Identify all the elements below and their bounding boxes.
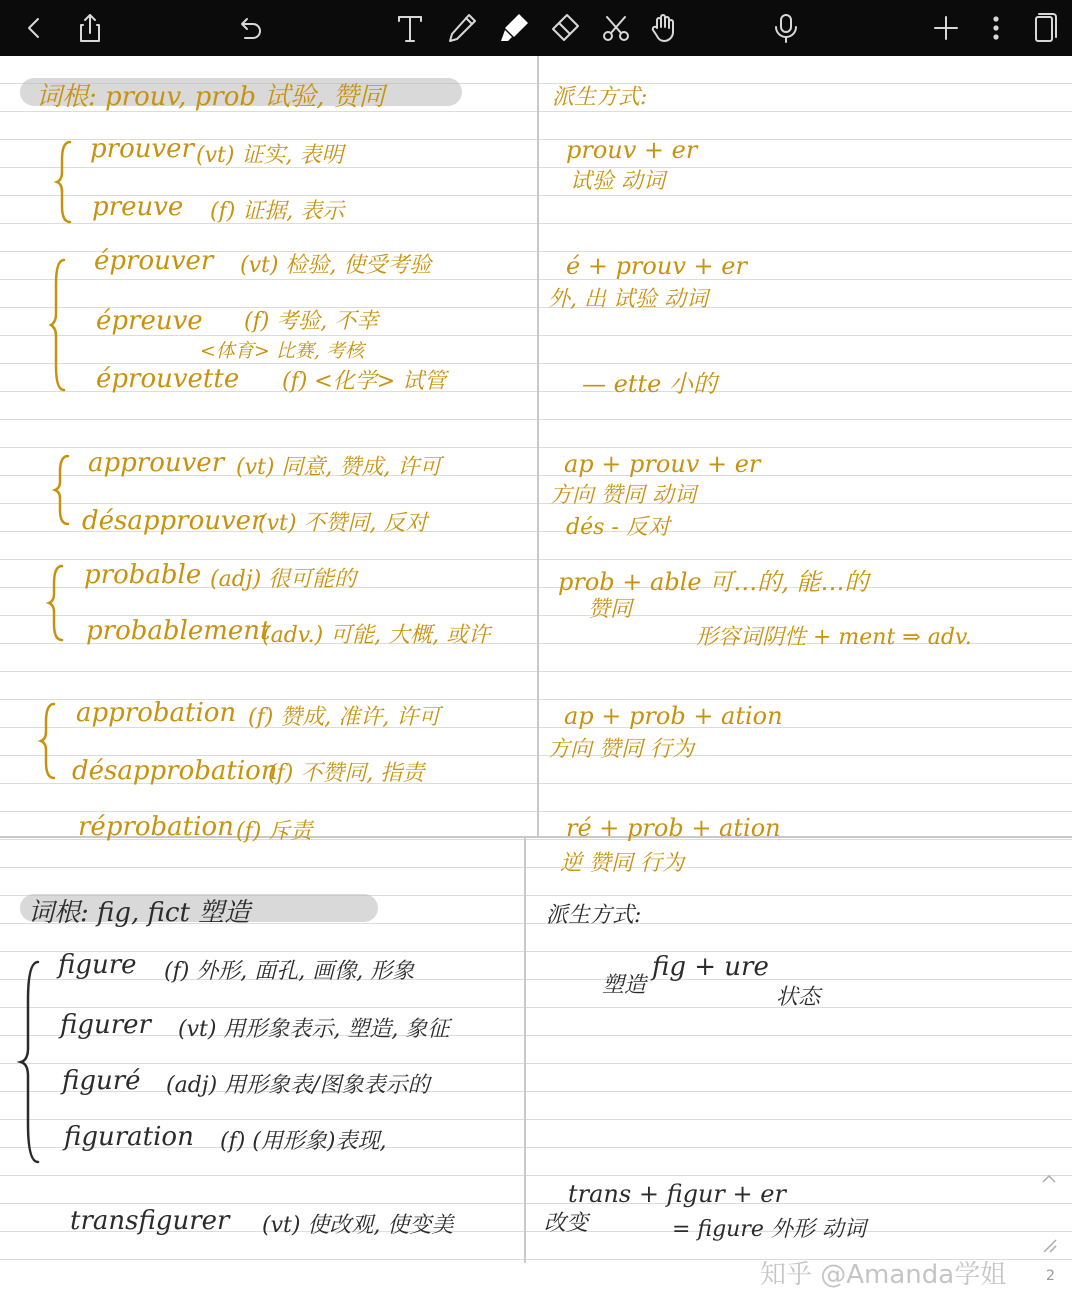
text-icon [393, 11, 427, 45]
formula-approbation-bottom: 方向 赞同 行为 [548, 737, 694, 762]
scroll-up-button[interactable] [1040, 1170, 1058, 1188]
definition-figure-adj: (adj) 用形象表/图象表示的 [166, 1073, 430, 1098]
lasso-tool-button[interactable] [592, 4, 640, 52]
word-figure: figure [58, 950, 137, 980]
word-eprouver: éprouver [94, 246, 214, 276]
back-button[interactable] [10, 4, 58, 52]
definition-epreuve-sport: <体育> 比赛, 考核 [200, 340, 364, 362]
formula-approuver-top: ap + prouv + er [564, 450, 761, 478]
word-prouver: prouver [90, 134, 194, 164]
pen-tool-button[interactable] [438, 4, 486, 52]
definition-transfigurer: (vt) 使改观, 使变美 [262, 1213, 454, 1238]
definition-eprouvette: (f) <化学> 试管 [282, 369, 447, 394]
formula-figure-suffix: 状态 [776, 985, 821, 1010]
formula-probable-bottom: 赞同 [588, 597, 633, 622]
word-eprouvette: éprouvette [96, 364, 240, 394]
eraser-tool-button[interactable] [540, 4, 588, 52]
formula-probable-top: prob + able 可…的, 能…的 [558, 568, 869, 596]
hand-tool-button[interactable] [640, 4, 688, 52]
root-heading-fig: 词根: fig, fict 塑造 [28, 898, 251, 928]
group-brace [56, 140, 76, 224]
definition-reprobation: (f) 斥责 [236, 819, 313, 844]
word-desapprobation: désapprobation [72, 756, 278, 786]
group-brace [50, 258, 70, 392]
text-tool-button[interactable] [386, 4, 434, 52]
word-reprobation: réprobation [78, 812, 234, 842]
microphone-icon [769, 11, 803, 45]
hand-icon [647, 11, 681, 45]
formula-figure-top: fig + ure [652, 952, 769, 982]
plus-icon [929, 11, 963, 45]
formula-approbation-top: ap + prob + ation [564, 702, 783, 730]
word-transfigurer: transfigurer [70, 1206, 230, 1236]
resize-grip-icon [1040, 1236, 1058, 1254]
highlighter-icon [497, 11, 531, 45]
word-desapprouver: désapprouver [82, 506, 264, 536]
group-brace [54, 454, 74, 526]
formula-transfigurer-top: trans + figur + er [568, 1180, 786, 1208]
word-probable: probable [84, 560, 202, 590]
chevron-left-icon [17, 11, 51, 45]
more-vertical-icon [979, 11, 1013, 45]
formula-transfigurer-bottom: = figure 外形 动词 [672, 1217, 866, 1242]
definition-desapprouver: (vt) 不赞同, 反对 [258, 511, 428, 536]
word-epreuve: épreuve [96, 306, 203, 336]
chevron-up-icon [1040, 1170, 1058, 1188]
undo-icon [233, 11, 267, 45]
watermark: 知乎 @Amanda学姐 [760, 1260, 1007, 1290]
word-approbation: approbation [76, 698, 237, 728]
word-figure-adj: figuré [62, 1066, 141, 1096]
definition-probable: (adj) 很可能的 [210, 567, 357, 592]
formula-ment-rule: 形容词阴性 + ment ⇒ adv. [696, 625, 972, 650]
eraser-icon [547, 11, 581, 45]
definition-approuver: (vt) 同意, 赞成, 许可 [236, 455, 442, 480]
suffix-ette-note: — ette 小的 [582, 370, 717, 398]
definition-probablement: (adv.) 可能, 大概, 或许 [262, 623, 491, 648]
note-toolbar [0, 0, 1072, 56]
column-divider-top [537, 56, 539, 836]
share-button[interactable] [66, 4, 114, 52]
formula-reprobation-top: ré + prob + ation [566, 814, 781, 842]
formation-heading: 派生方式: [552, 85, 648, 110]
group-brace [48, 564, 68, 642]
definition-figure: (f) 外形, 面孔, 画像, 形象 [164, 959, 415, 984]
definition-desapprobation: (f) 不赞同, 指责 [268, 761, 425, 786]
formation-heading-fig: 派生方式: [546, 903, 642, 928]
formula-reprobation-bottom: 逆 赞同 行为 [560, 851, 684, 876]
definition-eprouver: (vt) 检验, 使受考验 [240, 253, 432, 278]
word-figurer: figurer [60, 1010, 151, 1040]
pages-icon [1027, 11, 1061, 45]
group-brace [40, 702, 60, 780]
share-icon [73, 11, 107, 45]
definition-preuve: (f) 证据, 表示 [210, 199, 345, 224]
word-approuver: approuver [88, 448, 225, 478]
pen-icon [445, 11, 479, 45]
formula-eprouver-bottom: 外, 出 试验 动词 [548, 287, 708, 312]
word-preuve: preuve [92, 192, 184, 222]
more-button[interactable] [972, 4, 1020, 52]
word-figuration: figuration [64, 1122, 194, 1152]
formula-trans-prefix: 改变 [544, 1211, 589, 1236]
word-probablement: probablement [86, 616, 271, 646]
formula-approuver-bottom: 方向 赞同 动词 [550, 483, 696, 508]
highlighter-tool-button[interactable] [490, 4, 538, 52]
formula-eprouver-top: é + prouv + er [566, 252, 747, 280]
root-heading: 词根: prouv, prob 试验, 赞同 [36, 82, 385, 112]
microphone-button[interactable] [762, 4, 810, 52]
page-view-button[interactable] [1020, 4, 1068, 52]
definition-figuration: (f) (用形象)表现, [220, 1129, 387, 1154]
definition-approbation: (f) 赞成, 准许, 许可 [248, 705, 441, 730]
definition-prouver: (vt) 证实, 表明 [196, 143, 344, 168]
page-number: 2 [1046, 1268, 1055, 1284]
formula-prouver-top: prouv + er [566, 136, 698, 164]
note-page[interactable] [0, 56, 1072, 1290]
lasso-scissors-icon [599, 11, 633, 45]
undo-button[interactable] [226, 4, 274, 52]
column-divider-bottom [524, 836, 526, 1263]
add-page-button[interactable] [922, 4, 970, 52]
formula-prouver-bottom: 试验 动词 [570, 169, 665, 194]
formula-des-prefix: dés - 反对 [566, 515, 670, 540]
resize-handle[interactable] [1040, 1236, 1058, 1254]
definition-figurer: (vt) 用形象表示, 塑造, 象征 [178, 1017, 450, 1042]
definition-epreuve: (f) 考验, 不幸 [244, 309, 379, 334]
group-brace [20, 960, 44, 1164]
formula-figure-prefix: 塑造 [602, 973, 647, 998]
